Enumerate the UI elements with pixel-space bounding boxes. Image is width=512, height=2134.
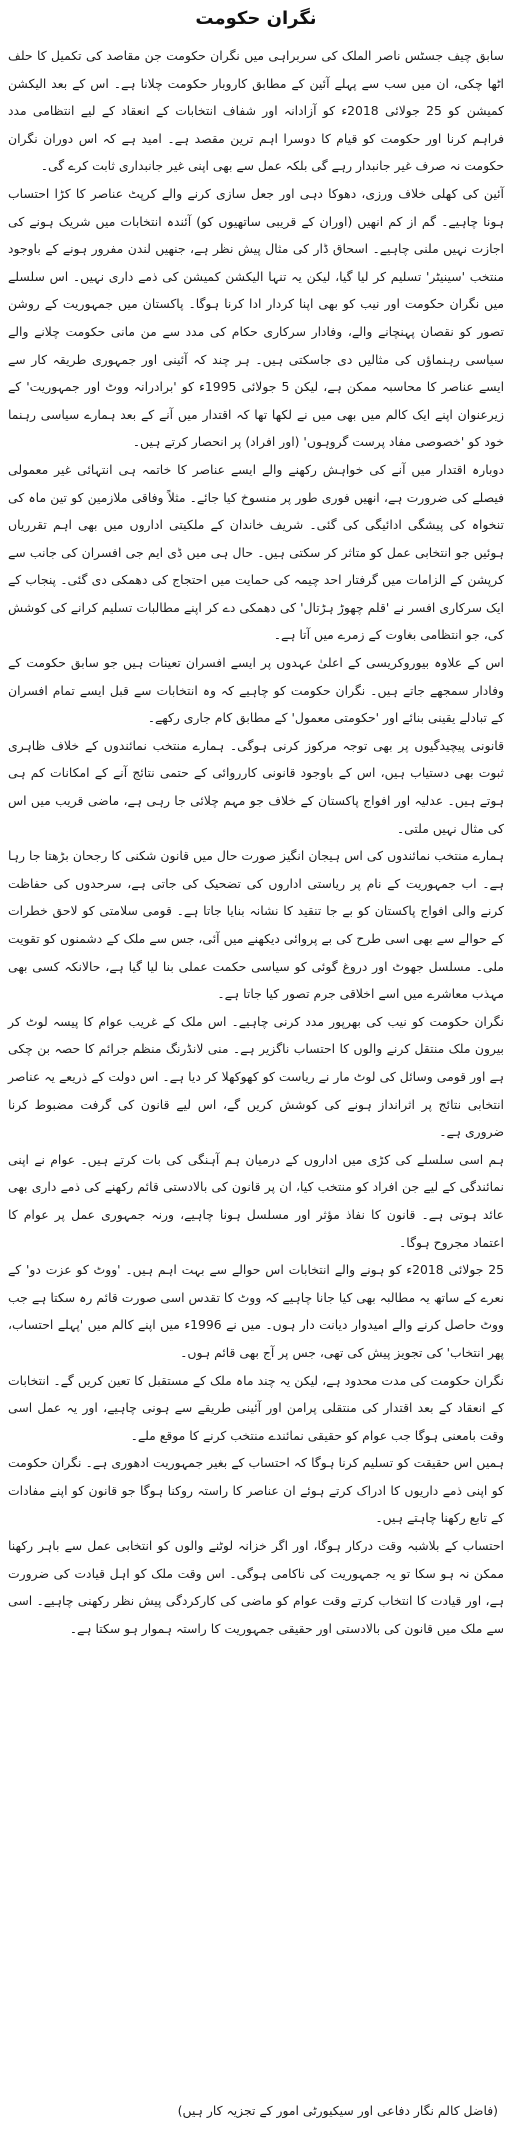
article-paragraph-3: دوبارہ اقتدار میں آنے کی خواہش رکھنے والے ایسے عناصر کا خاتمہ ہی انتہائی غیر معمولی فیصلے کی ضرورت ہے، انھیں فوری طور پر منسوخ کیا جائے۔ مثلاً وفاقی ملازمین کو تین ماہ کی تنخواہ کی پیشگی ادائیگی کی گئی۔ شریف خاندان کے ملکیتی اداروں میں بھی اہم تقرریاں ہوئیں جو انتخابی عمل کو متاثر کر سکتی ہیں۔ حال ہی میں ڈی ایم جی افسران کی جانب سے کرپشن کے الزامات میں گرفتار احد چیمہ کی حمایت میں احتجاج کی دھمکی دی گئی۔ پنجاب کے ایک سرکاری افسر نے 'قلم چھوڑ ہڑتال' کی دھمکی دے کر اپنے مطالبات تسلیم کرانے کی کوشش کی، جو انتظامی بغاوت کے زمرے میں آتا ہے۔ xyxy=(8,461,504,643)
article-body xyxy=(8,42,504,1642)
article-paragraph-2: آئین کی کھلی خلاف ورزی، دھوکا دہی اور جعل سازی کرنے والے کرپٹ عناصر کا کڑا احتساب ہونا چاہیے۔ گم از کم انھیں (اوران کے قریبی ساتھیوں کو) آئندہ انتخابات میں شریک ہونے کی اجازت نہیں ملنی چاہیے۔ اسحاق ڈار کی مثال پیش نظر ہے، جنھیں لندن مفرور ہونے کے باوجود منتخب 'سینیٹر' تسلیم کر لیا گیا، لیکن یہ تنہا الیکشن کمیشن کی ذمے داری نہیں۔ اس سلسلے میں نگران حکومت اور نیب کو بھی اپنا کردار ادا کرنا ہوگا۔ پاکستان میں جمہوریت کے روشن تصور کو نقصان پہنچانے والے، وفادار سرکاری حکام کی مدد سے من مانی حکومت چلانے والے سیاسی رہنماؤں کی مثالیں دی جاسکتی ہیں۔ ہر چند کہ آئینی اور جمہوری طریقہ کار سے ایسے عناصر کا محاسبہ ممکن ہے، لیکن 5 جولائی 1995ء کو 'برادرانہ ووٹ اور جمہوریت' کے زیرعنوان اپنے ایک کالم میں بھی میں نے لکھا تھا کہ اقتدار میں آنے کے بعد ہمارے سیاسی رہنما خود کو 'خصوصی مفاد پرست گروہوں' (اور افراد) پر انحصار کرتے ہیں۔ xyxy=(8,185,505,450)
article-paragraph-7: نگران حکومت کو نیب کی بھرپور مدد کرنی چاہیے۔ اس ملک کے غریب عوام کا پیسہ لوٹ کر بیرون ملک منتقل کرنے والوں کا احتساب ناگزیر ہے۔ منی لانڈرنگ منظم جرائم کا حصہ بن چکی ہے اور قومی وسائل کی لوٹ مار نے ریاست کو کھوکھلا کر دیا ہے۔ اس دولت کے ذریعے یہ عناصر انتخابی نتائج پر اثرانداز ہونے کی کوشش کریں گے، اس لیے قانون کی گرفت مضبوط کرنا ضروری ہے۔ xyxy=(8,1013,504,1140)
author-byline: (فاضل کالم نگار دفاعی اور سیکیورٹی امور کے تجزیہ کار ہیں) xyxy=(177,2103,498,2118)
article-paragraph-8: ہم اسی سلسلے کی کڑی میں اداروں کے درمیان ہم آہنگی کی بات کرتے ہیں۔ عوام نے اپنی نمائندگی کے لیے جن افراد کو منتخب کیا، ان پر قانون کی بالادستی قائم رکھنے کی ذمے داری بھی عائد ہوتی ہے۔ قانون کا نفاذ مؤثر اور مسلسل ہونا چاہیے، ورنہ جمہوری عمل پر عوام کا اعتماد مجروح ہوگا۔ xyxy=(8,1151,504,1250)
article-paragraph-1: سابق چیف جسٹس ناصر الملک کی سربراہی میں نگران حکومت جن مقاصد کی تکمیل کا حلف اٹھا چکی، ان میں سب سے پہلے آئین کے مطابق کاروبار حکومت چلانا ہے۔ اس کے بعد الیکشن کمیشن کو 25 جولائی 2018ء کو آزادانہ اور شفاف انتخابات کے انعقاد کے لیے انتظامی مدد فراہم کرنا اور حکومت کو قیام کا دوسرا اہم ترین مقصد ہے۔ امید ہے کہ اس دوران نگران حکومت نہ صرف غیر جانبدار رہے گی بلکہ عمل سے بھی اپنی غیر جانبداری ثابت کرے گی۔ xyxy=(8,48,505,174)
article-headline: نگران حکومت xyxy=(195,8,317,29)
article-paragraph-12: احتساب کے بلاشبہ وقت درکار ہوگا، اور اگر خزانہ لوٹنے والوں کو انتخابی عمل سے باہر رکھنا ممکن نہ ہو سکا تو یہ جمہوریت کی ناکامی ہوگی۔ اس وقت ملک کو اہل قیادت کی ضرورت ہے، اور قیادت کا انتخاب کرتے وقت عوام کو ماضی کی کارکردگی پیش نظر رکھنی چاہیے۔ اسی سے ملک میں قانون کی بالادستی اور حقیقی جمہوریت کا راستہ ہموار ہو سکتا ہے۔ xyxy=(8,1538,504,1636)
article-paragraph-11: ہمیں اس حقیقت کو تسلیم کرنا ہوگا کہ احتساب کے بغیر جمہوریت ادھوری ہے۔ نگران حکومت کو اپنی ذمے داریوں کا ادراک کرتے ہوئے ان عناصر کا راستہ روکنا ہوگا جو قانون کو اپنے مفادات کے تابع رکھنا چاہتے ہیں۔ xyxy=(8,1455,504,1526)
article-paragraph-9: 25 جولائی 2018ء کو ہونے والے انتخابات اس حوالے سے بہت اہم ہیں۔ 'ووٹ کو عزت دو' کے نعرے کے ساتھ یہ مطالبہ بھی کیا جانا چاہیے کہ ووٹ کا تقدس اسی صورت قائم رہ سکتا ہے جب ووٹ حاصل کرنے والے امیدوار دیانت دار ہوں۔ میں نے 1996ء میں اپنے کالم میں 'پہلے احتساب، پھر انتخاب' کی تجویز پیش کی تھی، جس پر آج بھی قائم ہوں۔ xyxy=(8,1262,504,1360)
article-paragraph-10: نگران حکومت کی مدت محدود ہے، لیکن یہ چند ماہ ملک کے مستقبل کا تعین کریں گے۔ انتخابات کے انعقاد کے بعد اقتدار کی منتقلی پرامن اور آئینی طریقے سے ہونی چاہیے، اور یہ عمل اسی وقت بامعنی ہوگا جب عوام کو حقیقی نمائندے منتخب کرنے کا موقع ملے۔ xyxy=(8,1372,504,1443)
article-paragraph-6: ہمارے منتخب نمائندوں کی اس ہیجان انگیز صورت حال میں قانون شکنی کا رجحان بڑھتا جا رہا ہے۔ اب جمہوریت کے نام پر ریاستی اداروں کی تضحیک کی جاتی ہے، سرحدوں کی حفاظت کرنے والی افواج پاکستان کو بے جا تنقید کا نشانہ بنایا جاتا ہے۔ قومی سلامتی کو لاحق خطرات کے حوالے سے بھی اسی طرح کی بے پروائی دیکھنے میں آئی، جس سے ملک کے دشمنوں کو تقویت ملی۔ مسلسل جھوٹ اور دروغ گوئی کو سیاسی حکمت عملی بنا لیا گیا ہے، حالانکہ کسی بھی مہذب معاشرے میں اسے اخلاقی جرم تصور کیا جاتا ہے۔ xyxy=(8,848,504,1002)
article-paragraph-5: قانونی پیچیدگیوں پر بھی توجہ مرکوز کرنی ہوگی۔ ہمارے منتخب نمائندوں کے خلاف ظاہری ثبوت بھی دستیاب ہیں، اس کے باوجود قانونی کارروائی کے حتمی نتائج آنے کے امکانات کم ہی ہوتے ہیں۔ عدلیہ اور افواج پاکستان کے خلاف جو مہم چلائی جا رہی ہے، ماضی قریب میں اس کی مثال نہیں ملتی۔ xyxy=(8,737,504,836)
article-paragraph-4: اس کے علاوہ بیوروکریسی کے اعلیٰ عہدوں پر ایسے افسران تعینات ہیں جو سابق حکومت کے وفادار سمجھے جاتے ہیں۔ نگران حکومت کو چاہیے کہ وہ انتخابات سے قبل ایسے تمام افسران کے تبادلے یقینی بنائے اور 'حکومتی معمول' کے مطابق کام جاری رکھے۔ xyxy=(8,655,504,726)
